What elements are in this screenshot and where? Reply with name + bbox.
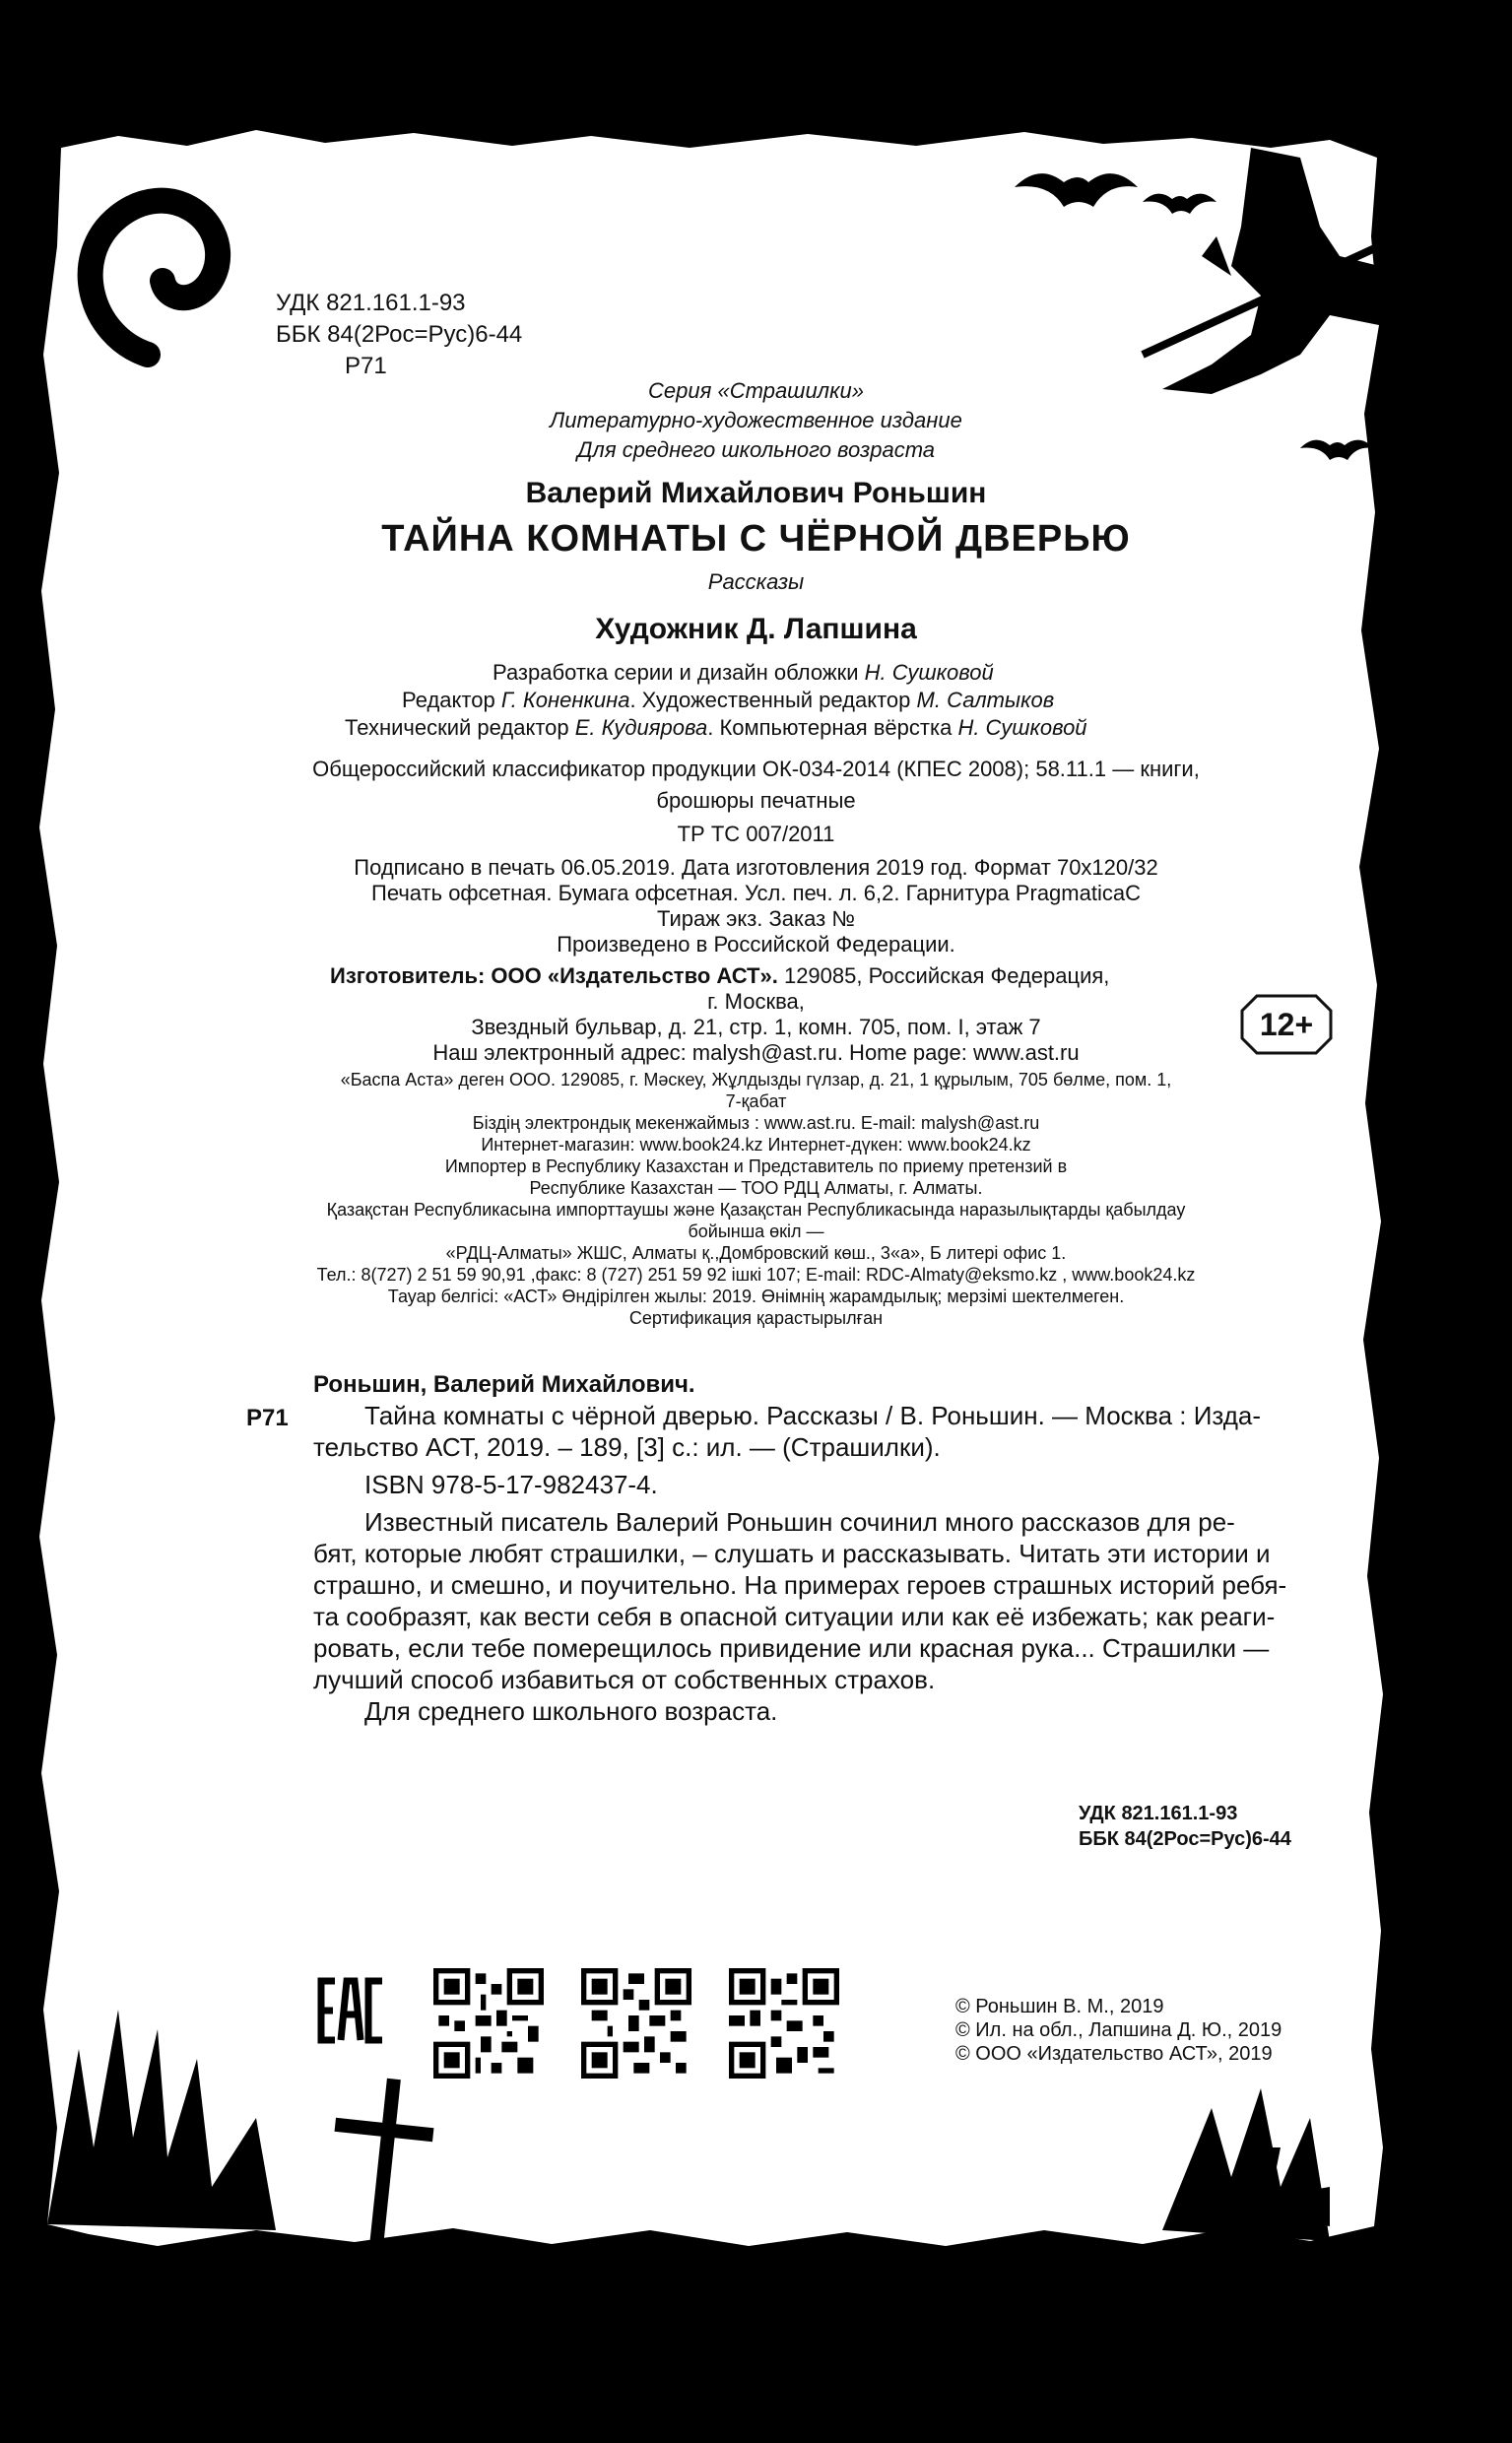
credit-label: Редактор — [402, 688, 501, 712]
copyright-line-3: © ООО «Издательство АСТ», 2019 — [955, 2043, 1273, 2065]
eac-mark-icon — [317, 1975, 386, 2046]
print-info-line-2: Печать офсетная. Бумага офсетная. Усл. печ. л. 6,2. Гарнитура PragmaticaC — [371, 881, 1141, 905]
age-group: Для среднего школьного возраста — [576, 437, 936, 462]
credits-line-2 — [402, 688, 1054, 713]
copyright-line-1: © Роньшин В. М., 2019 — [955, 1996, 1164, 2017]
print-info-line-3: Тираж экз. Заказ № — [657, 906, 855, 931]
classifier-line-1: Общероссийский классификатор продукции ОК-034-2014 (КПЕС 2008); 58.11.1 — книги, — [312, 757, 1200, 781]
kz-line-3: Біздің электрондық мекенжаймыз : www.ast.ru. E-mail: malysh@ast.ru — [472, 1113, 1040, 1133]
manufacturer-label: Изготовитель: ООО «Издательство АСТ». — [330, 963, 778, 988]
bib-entry-line-2: тельство АСТ, 2019. – 189, [3] с.: ил. — (Страшилки). — [313, 1432, 941, 1462]
credit-label: Технический редактор — [345, 715, 575, 740]
credits-line-1 — [493, 660, 994, 686]
kz-line-7: Қазақстан Республикасына импорттаушы және Қазақстан Республикасында наразылықтарды қабылдау — [326, 1200, 1186, 1220]
annotation-line-7: Для среднего школьного возраста. — [364, 1696, 778, 1726]
author-sign-code: Р71 — [345, 353, 387, 379]
kz-line-5: Импортер в Республику Казахстан и Представитель по приему претензий в — [444, 1156, 1068, 1176]
manufacturer-line-3: Звездный бульвар, д. 21, стр. 1, комн. 705, пом. I, этаж 7 — [471, 1015, 1041, 1039]
print-info-line-1: Подписано в печать 06.05.2019. Дата изготовления 2019 год. Формат 70х120/32 — [354, 855, 1158, 880]
udk-code: УДК 821.161.1-93 — [276, 290, 466, 316]
book-illustrator: Художник Д. Лапшина — [595, 613, 917, 645]
bbk-code: ББК 84(2Рос=Рус)6-44 — [276, 321, 523, 348]
manufacturer-line-1 — [330, 963, 1109, 989]
bib-author: Роньшин, Валерий Михайлович. — [313, 1371, 695, 1398]
bib-isbn: ISBN 978-5-17-982437-4. — [364, 1470, 658, 1499]
annotation-line-2: бят, которые любят страшилки, – слушать и рассказывать. Читать эти истории и — [313, 1539, 1271, 1568]
book-title: ТАЙНА КОМНАТЫ С ЧЁРНОЙ ДВЕРЬЮ — [381, 518, 1131, 560]
classifier-line-3: ТР ТС 007/2011 — [677, 822, 835, 846]
credit-name: Е. Кудиярова — [574, 715, 708, 740]
credit-name: Н. Сушковой — [864, 660, 994, 685]
manufacturer-line-4: Наш электронный адрес: malysh@ast.ru. Home page: www.ast.ru — [432, 1040, 1080, 1065]
kz-line-4: Интернет-магазин: www.book24.kz Интернет-дүкен: www.book24.kz — [481, 1135, 1031, 1155]
book-author: Валерий Михайлович Роньшин — [525, 477, 987, 509]
credit-label: Разработка серии и дизайн обложки — [493, 660, 865, 685]
footer-udk: УДК 821.161.1-93 — [1079, 1803, 1238, 1824]
credit-label: . Компьютерная вёрстка — [707, 715, 958, 740]
kz-line-9: «РДЦ-Алматы» ЖШС, Алматы қ.,Домбровский көш., 3«а», Б литері офис 1. — [445, 1243, 1067, 1263]
kz-line-6: Республике Казахстан — ТОО РДЦ Алматы, г. Алматы. — [529, 1178, 983, 1198]
footer-bbk: ББК 84(2Рос=Рус)6-44 — [1079, 1828, 1291, 1850]
print-info-line-4: Произведено в Российской Федерации. — [557, 932, 955, 957]
kz-line-11: Тауар белгісі: «АСТ» Өндірілген жылы: 2019. Өнімнің жарамдылық; мерзімі шектелмеген. — [387, 1287, 1125, 1306]
series-line: Серия «Страшилки» — [648, 378, 864, 403]
copyright-line-2: © Ил. на обл., Лапшина Д. Ю., 2019 — [955, 2019, 1282, 2041]
annotation-line-3: страшно, и смешно, и поучительно. На примерах героев страшных историй ребя- — [313, 1570, 1287, 1600]
book-genre: Рассказы — [707, 569, 805, 594]
classifier-line-2: брошюры печатные — [656, 788, 856, 813]
kz-line-12: Сертификация қарастырылған — [628, 1308, 884, 1328]
kz-line-1: «Баспа Аста» деген ООО. 129085, г. Мәскеу, Жұлдызды гүлзар, д. 21, 1 құрылым, 705 бөлме, пом. 1, — [340, 1070, 1172, 1089]
age-rating-badge — [1239, 993, 1334, 1056]
annotation-line-4: та сообразят, как вести себя в опасной ситуации или как её избежать; как реаги- — [313, 1602, 1276, 1631]
annotation-line-5: ровать, если тебе померещилось привидение или красная рука... Страшилки — — [313, 1633, 1270, 1663]
kz-line-8: бойынша өкіл — — [688, 1222, 824, 1241]
credit-name: М. Салтыков — [916, 688, 1055, 712]
bib-entry-line-1: Тайна комнаты с чёрной дверью. Рассказы / В. Роньшин. — Москва : Изда- — [364, 1401, 1262, 1430]
credits-line-3 — [345, 715, 1087, 741]
qr-code-icon — [433, 1968, 544, 2079]
manufacturer-address: 129085, Российская Федерация, — [777, 963, 1110, 988]
annotation-line-1: Известный писатель Валерий Роньшин сочинил много рассказов для ре- — [364, 1507, 1235, 1537]
bib-code: Р71 — [246, 1405, 289, 1431]
age-rating-label: 12+ — [1259, 1007, 1314, 1042]
kz-line-10: Тел.: 8(727) 2 51 59 90,91 ,факс: 8 (727) 251 59 92 ішкі 107; E-mail: RDC-Almaty@eksmo.kz , www.book24.kz — [316, 1265, 1196, 1285]
qr-code-icon — [729, 1968, 839, 2079]
credit-label: . Художественный редактор — [629, 688, 917, 712]
edition-type: Литературно-художественное издание — [550, 408, 962, 432]
credit-name: Н. Сушковой — [957, 715, 1087, 740]
manufacturer-line-2: г. Москва, — [707, 989, 805, 1014]
credit-name: Г. Коненкина — [500, 688, 630, 712]
kz-line-2: 7-қабат — [725, 1091, 787, 1111]
qr-code-icon — [581, 1968, 691, 2079]
annotation-line-6: лучший способ избавиться от собственных страхов. — [313, 1665, 936, 1694]
